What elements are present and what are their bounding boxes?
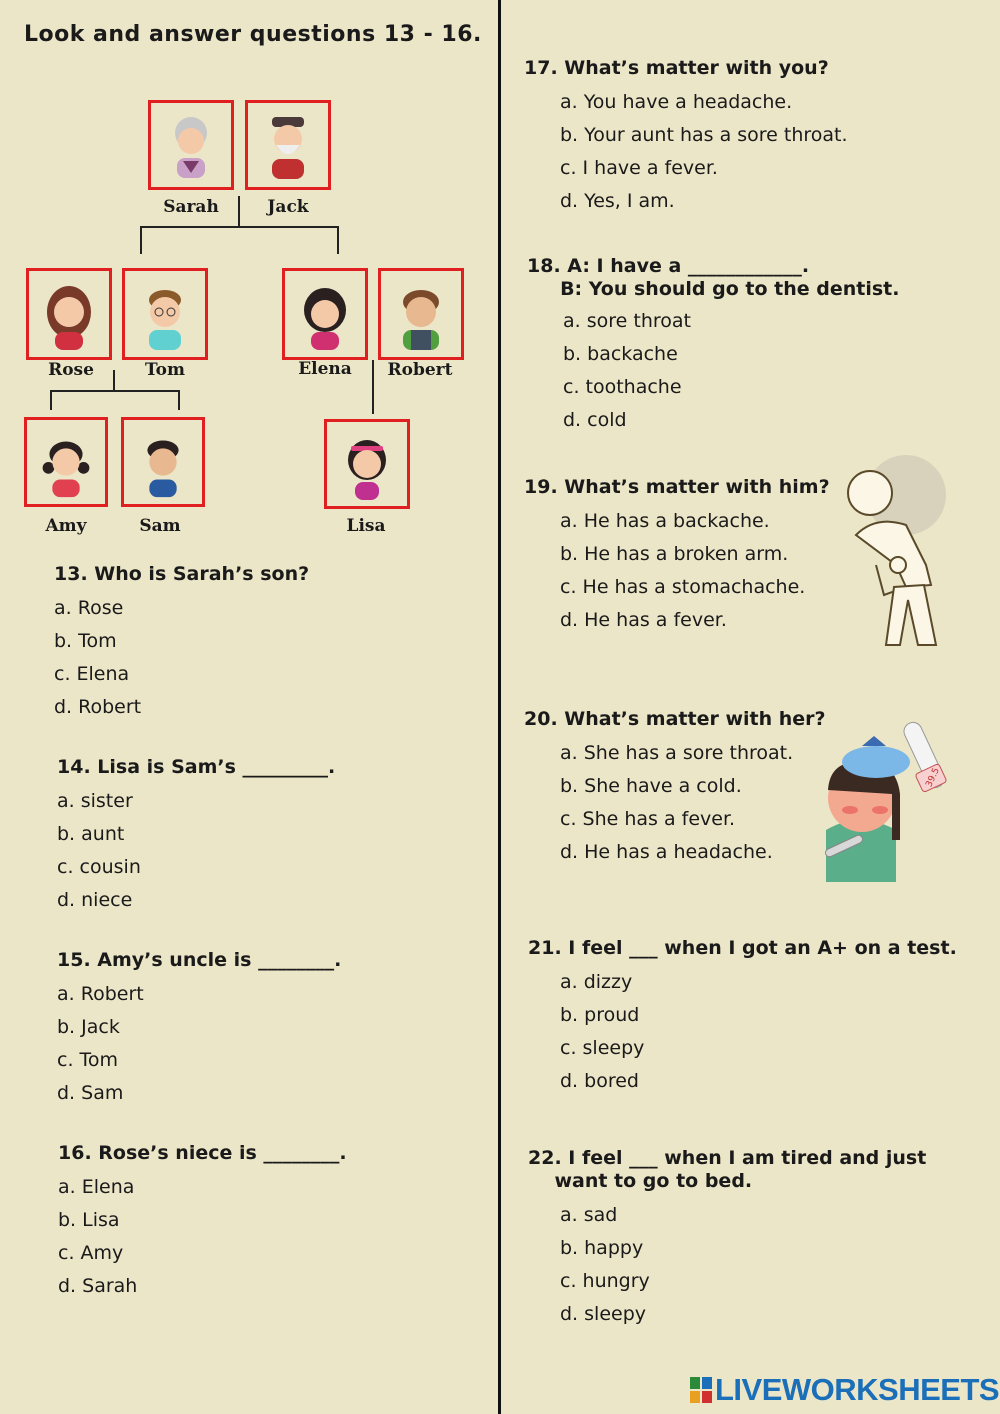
answer-option[interactable]: d. cold <box>563 409 627 431</box>
answer-option[interactable]: b. aunt <box>57 823 125 845</box>
answer-option[interactable]: c. sleepy <box>560 1037 645 1059</box>
tree-line <box>337 226 339 254</box>
question-text: 17. What’s matter with you? <box>524 57 829 79</box>
answer-option[interactable]: b. Tom <box>54 630 117 652</box>
tree-line <box>178 390 180 410</box>
fever-girl-illustration <box>800 710 970 885</box>
name-rose: Rose <box>48 360 94 380</box>
question-text: 20. What’s matter with her? <box>524 708 826 730</box>
logo-text: LIVEWORKSHEETS <box>715 1372 1000 1407</box>
stomachache-boy-illustration <box>836 455 954 655</box>
tree-line <box>140 226 142 254</box>
portrait-robert <box>378 268 464 360</box>
portrait-tom <box>122 268 208 360</box>
answer-option[interactable]: b. Jack <box>57 1016 120 1038</box>
portrait-lisa <box>324 419 410 509</box>
name-robert: Robert <box>387 360 453 380</box>
answer-option[interactable]: c. Elena <box>54 663 130 685</box>
question-19 <box>524 476 830 637</box>
question-21 <box>528 937 957 1098</box>
answer-option[interactable]: d. He has a headache. <box>560 841 773 863</box>
question-18 <box>527 255 899 437</box>
question-text: 22. I feel ___ when I am tired and just want to go to bed. <box>528 1147 927 1192</box>
portrait-rose <box>26 268 112 360</box>
question-text: 13. Who is Sarah’s son? <box>54 563 310 585</box>
answer-option[interactable]: c. hungry <box>560 1270 650 1292</box>
question-14 <box>57 756 335 917</box>
answer-option[interactable]: c. Tom <box>57 1049 119 1071</box>
thermometer-reading: 39.5 <box>924 766 942 789</box>
question-text: 14. Lisa is Sam’s _________. <box>57 756 336 778</box>
answer-option[interactable]: a. dizzy <box>560 971 633 993</box>
answer-option[interactable]: b. She have a cold. <box>560 775 742 797</box>
column-divider <box>498 0 501 1414</box>
liveworksheets-logo <box>690 1372 999 1408</box>
answer-option[interactable]: a. sister <box>57 790 133 812</box>
answer-option[interactable]: b. backache <box>563 343 678 365</box>
tree-line <box>140 226 338 228</box>
name-amy: Amy <box>45 516 87 536</box>
section-heading: Look and answer questions 13 - 16. <box>24 22 482 47</box>
answer-option[interactable]: a. sore throat <box>563 310 691 332</box>
answer-option[interactable]: b. happy <box>560 1237 644 1259</box>
question-text: 21. I feel ___ when I got an A+ on a test. <box>528 937 957 959</box>
portrait-jack <box>245 100 331 190</box>
answer-option[interactable]: c. I have a fever. <box>560 157 718 179</box>
answer-option[interactable]: b. Lisa <box>58 1209 120 1231</box>
answer-option[interactable]: d. He has a fever. <box>560 609 727 631</box>
answer-option[interactable]: a. You have a headache. <box>560 91 793 113</box>
question-22 <box>528 1147 926 1331</box>
answer-option[interactable]: b. He has a broken arm. <box>560 543 789 565</box>
question-text: 19. What’s matter with him? <box>524 476 830 498</box>
answer-option[interactable]: d. Yes, I am. <box>560 190 675 212</box>
question-17 <box>524 57 848 218</box>
answer-option[interactable]: d. sleepy <box>560 1303 647 1325</box>
question-text: 18. A: I have a ____________. B: You should go to the dentist. <box>527 255 900 300</box>
answer-option[interactable]: d. bored <box>560 1070 639 1092</box>
question-16 <box>58 1142 347 1303</box>
question-20 <box>524 708 826 869</box>
answer-option[interactable]: d. niece <box>57 889 133 911</box>
name-elena: Elena <box>298 359 352 379</box>
logo-mark-icon <box>690 1377 712 1403</box>
answer-option[interactable]: b. proud <box>560 1004 640 1026</box>
answer-option[interactable]: d. Sarah <box>58 1275 138 1297</box>
question-text: 16. Rose’s niece is ________. <box>58 1142 347 1164</box>
name-sarah: Sarah <box>163 197 219 217</box>
tree-line <box>50 390 52 410</box>
question-15 <box>57 949 341 1110</box>
name-tom: Tom <box>144 360 186 380</box>
answer-option[interactable]: a. She has a sore throat. <box>560 742 794 764</box>
answer-option[interactable]: c. toothache <box>563 376 682 398</box>
answer-option[interactable]: a. He has a backache. <box>560 510 770 532</box>
answer-option[interactable]: c. cousin <box>57 856 141 878</box>
name-lisa: Lisa <box>346 516 386 536</box>
portrait-amy <box>24 417 108 507</box>
answer-option[interactable]: b. Your aunt has a sore throat. <box>560 124 848 146</box>
question-13 <box>54 563 309 724</box>
answer-option[interactable]: c. Amy <box>58 1242 124 1264</box>
tree-line <box>50 390 180 392</box>
answer-option[interactable]: a. Robert <box>57 983 144 1005</box>
portrait-elena <box>282 268 368 360</box>
answer-option[interactable]: c. She has a fever. <box>560 808 736 830</box>
portrait-sarah <box>148 100 234 190</box>
answer-option[interactable]: c. He has a stomachache. <box>560 576 806 598</box>
answer-option[interactable]: a. Rose <box>54 597 124 619</box>
portrait-sam <box>121 417 205 507</box>
answer-option[interactable]: a. sad <box>560 1204 618 1226</box>
question-text: 15. Amy’s uncle is ________. <box>57 949 342 971</box>
answer-option[interactable]: d. Robert <box>54 696 142 718</box>
name-jack: Jack <box>267 197 309 217</box>
answer-option[interactable]: a. Elena <box>58 1176 135 1198</box>
name-sam: Sam <box>139 516 181 536</box>
answer-option[interactable]: d. Sam <box>57 1082 124 1104</box>
